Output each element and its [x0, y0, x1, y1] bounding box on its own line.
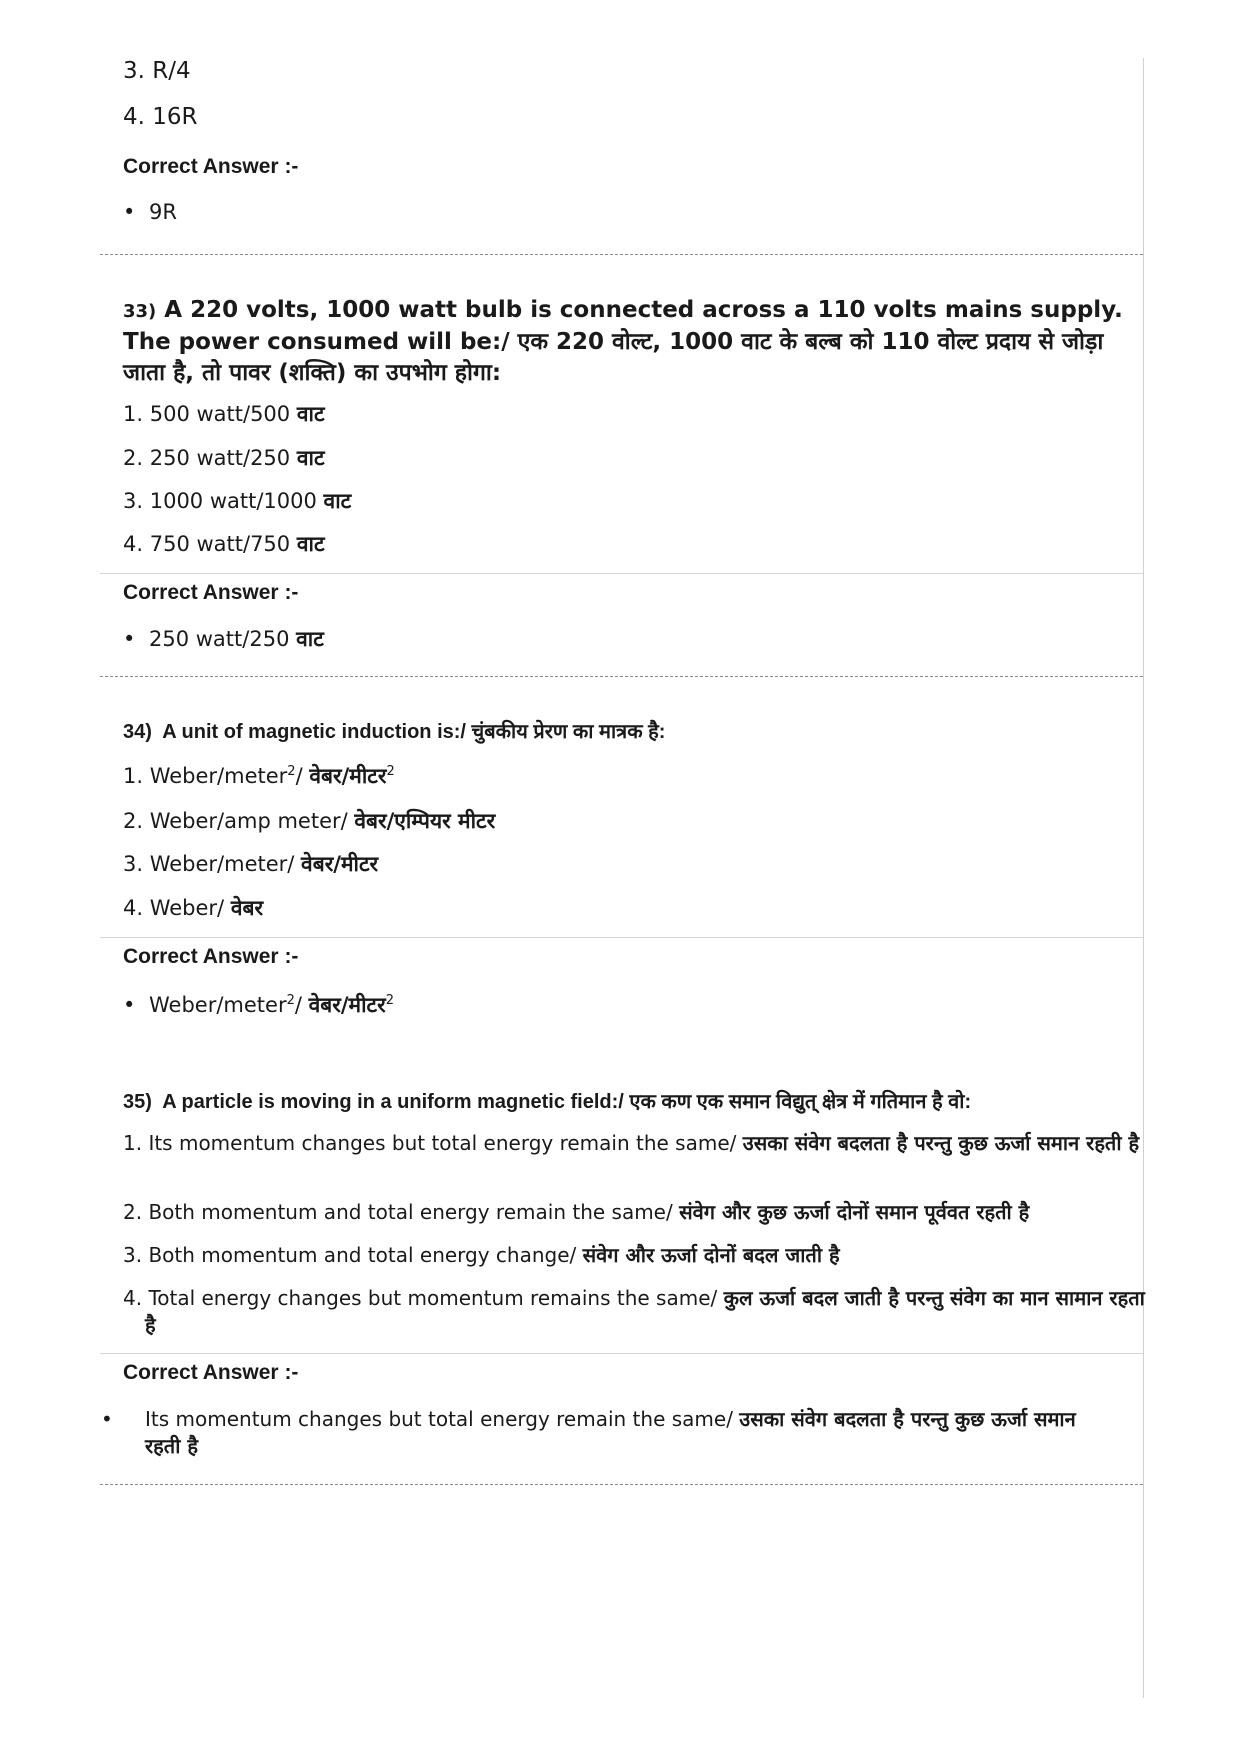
- divider: [100, 1484, 1143, 1485]
- divider: [100, 1353, 1143, 1354]
- question-panel: [100, 58, 1144, 1698]
- correct-answer-label: Correct Answer :-: [123, 1361, 299, 1384]
- option-1: 1. 500 watt/500 वाट: [123, 402, 325, 426]
- option-3: 3. 1000 watt/1000 वाट: [123, 489, 352, 513]
- question-33: [123, 295, 1123, 389]
- option-4: 4. Weber/ वेबर: [123, 896, 264, 920]
- option-3: 3. Both momentum and total energy change/ संवेग और ऊर्जा दोनों बदल जाती है: [123, 1243, 840, 1267]
- option-4: 4. 750 watt/750 वाट: [123, 532, 325, 556]
- option-3: 3. R/4: [123, 58, 191, 84]
- question-number: 34): [123, 721, 152, 743]
- option-4: 4. Total energy changes but momentum remains the same/ कुल ऊर्जा बदल जाती है परन्तु संवेग का मान सामान रहता है: [123, 1286, 1145, 1337]
- correct-answer-label: Correct Answer :-: [123, 581, 299, 604]
- correct-answer: • Weber/meter$^2$/ वेबर/मीटर$^2$: [123, 993, 395, 1017]
- divider: [100, 676, 1143, 677]
- question-text: A particle is moving in a uniform magnetic field:/ एक कण एक समान विद्युत् क्षेत्र में गतिमान है वो:: [162, 1091, 972, 1113]
- divider: [100, 937, 1143, 938]
- option-3: 3. Weber/meter/ वेबर/मीटर: [123, 852, 379, 876]
- option-1: 1. Weber/meter$^2$/ वेबर/मीटर$^2$: [123, 764, 395, 788]
- question-34: [123, 717, 1123, 744]
- correct-answer-label: Correct Answer :-: [123, 155, 299, 178]
- correct-answer: • 250 watt/250 वाट: [123, 627, 324, 651]
- divider: [100, 254, 1143, 255]
- option-2: 2. Weber/amp meter/ वेबर/एम्पियर मीटर: [123, 809, 496, 833]
- question-text: A 220 volts, 1000 watt bulb is connected across a 110 volts mains supply. The power consumed will be:/ एक 220 वोल्ट, 1000 वाट के बल्ब को 110 वोल्ट प्रदाय से जोड़ा जाता है, तो पावर (शक्ति) का उपभोग होगा:: [123, 297, 1123, 386]
- question-number: 33): [123, 301, 157, 322]
- question-number: 35): [123, 1091, 152, 1113]
- option-2: 2. Both momentum and total energy remain the same/ संवेग और कुछ ऊर्जा दोनों समान पूर्ववत रहती है: [123, 1200, 1030, 1224]
- question-text: A unit of magnetic induction is:/ चुंबकीय प्रेरण का मात्रक है:: [162, 721, 666, 743]
- correct-answer-label: Correct Answer :-: [123, 945, 299, 968]
- option-2: 2. 250 watt/250 वाट: [123, 446, 325, 470]
- correct-answer: • Its momentum changes but total energy remain the same/ उसका संवेग बदलता है परन्तु कुछ ऊर्जा समान रहती है: [101, 1407, 1076, 1458]
- answer-text: 9R: [149, 200, 177, 224]
- option-1: 1. Its momentum changes but total energy remain the same/ उसका संवेग बदलता है परन्तु कुछ ऊर्जा समान रहती है: [123, 1131, 1140, 1155]
- question-35: [123, 1087, 1123, 1114]
- correct-answer: • 9R: [123, 200, 177, 224]
- option-4: 4. 16R: [123, 104, 198, 130]
- divider: [100, 573, 1143, 574]
